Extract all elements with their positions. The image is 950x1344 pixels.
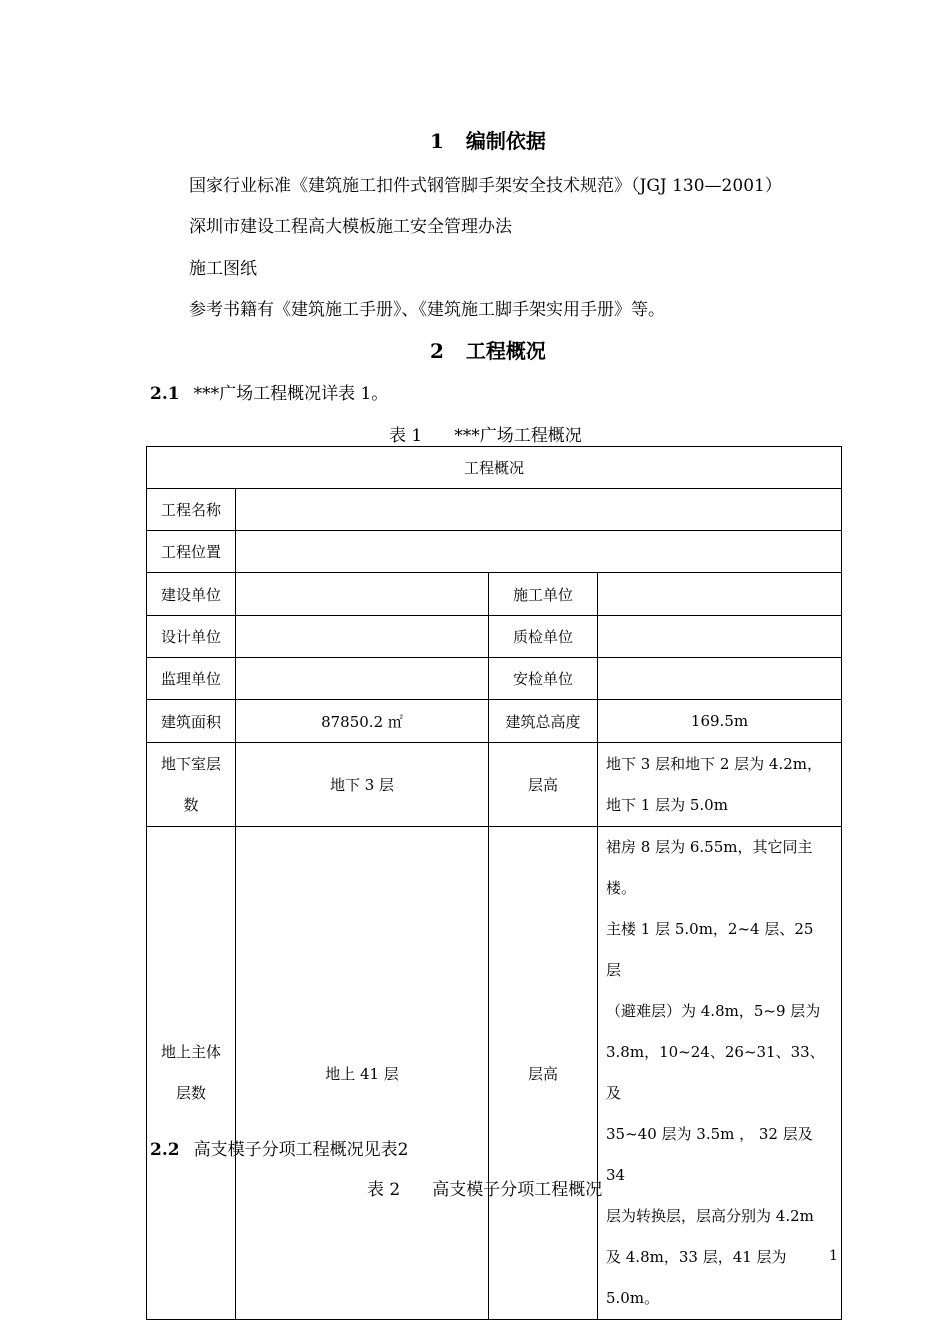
table-1-caption: [389, 421, 582, 446]
row-label-safety: 安检单位: [489, 658, 598, 700]
basis-item-3: 施工图纸: [189, 259, 257, 279]
basis-item-1: 国家行业标准《建筑施工扣件式钢管脚手架安全技术规范》（JGJ 130—2001）: [189, 176, 782, 196]
row-label-build: 建设单位: [147, 573, 236, 616]
value-design: [236, 616, 489, 658]
section-1-title: 编制依据: [465, 129, 546, 153]
row-label-above-line-2: 层数: [175, 1084, 206, 1102]
row-label-name: 工程名称: [147, 489, 236, 531]
above-floor-height-line: （避难层）为 4.8m，5~9 层为: [606, 1002, 821, 1020]
row-label-quality: 质检单位: [489, 616, 598, 658]
value-safety: [598, 658, 842, 700]
row-label-basement-floor-height: 层高: [489, 743, 598, 827]
table-1-label: 表 1: [389, 426, 423, 446]
table-row: [147, 700, 842, 743]
value-location: [236, 531, 842, 573]
value-supervise: [236, 658, 489, 700]
row-label-above-floor-height: 层高: [489, 827, 598, 1320]
subsection-2-1-text: ***广场工程概况详表 1。: [193, 384, 389, 404]
value-quality: [598, 616, 842, 658]
table-row: [147, 489, 842, 531]
row-label-location: 工程位置: [147, 531, 236, 573]
section-2-number: 2: [430, 339, 444, 363]
section-2-heading: [430, 335, 546, 364]
row-label-construct: 施工单位: [489, 573, 598, 616]
row-label-basement-line-2: 数: [183, 795, 199, 814]
above-floor-height-line: 及 4.8m，33 层，41 层为 5.0m。: [606, 1248, 787, 1307]
value-basement-floor-height: [598, 743, 842, 827]
basement-floor-height-line-2: 地下 1 层为 5.0m: [606, 795, 728, 814]
table-row: [147, 743, 842, 827]
value-build: [236, 573, 489, 616]
table-1-title: ***广场工程概况: [454, 426, 582, 446]
row-label-basement: [147, 743, 236, 827]
value-construct: [598, 573, 842, 616]
table-row: [147, 827, 842, 1320]
above-floor-height-line: 主楼 1 层 5.0m，2~4 层、25 层: [606, 920, 814, 979]
table-row: [147, 447, 842, 489]
basis-item-2: 深圳市建设工程高大模板施工安全管理办法: [189, 217, 512, 237]
table-header: 工程概况: [147, 447, 842, 489]
table-row: [147, 531, 842, 573]
section-1-number: 1: [430, 129, 444, 153]
row-label-area: 建筑面积: [147, 700, 236, 743]
value-basement: 地下 3 层: [236, 743, 489, 827]
value-above-floor-height: [598, 827, 842, 1320]
row-label-above-ground: [147, 827, 236, 1320]
row-label-height: 建筑总高度: [489, 700, 598, 743]
value-above-ground: 地上 41 层: [236, 827, 489, 1320]
above-floor-height-line: 35~40 层为 3.5m ， 32 层及 34: [606, 1125, 813, 1184]
basis-item-4: 参考书籍有《建筑施工手册》、《建筑施工脚手架实用手册》等。: [189, 300, 665, 320]
value-name: [236, 489, 842, 531]
basement-floor-height-line-1: 地下 3 层和地下 2 层为 4.2m，: [606, 754, 823, 773]
subsection-2-2-text: 高支模子分项工程概况见表2: [193, 1140, 409, 1160]
subsection-2-2-number: 2.2: [150, 1140, 180, 1160]
subsection-2-2: [150, 1135, 408, 1160]
table-row: [147, 616, 842, 658]
value-height: 169.5m: [598, 700, 842, 743]
subsection-2-1: [150, 379, 388, 404]
subsection-2-1-number: 2.1: [150, 384, 180, 404]
above-floor-height-line: 层为转换层，层高分别为 4.2m: [606, 1207, 814, 1225]
row-label-basement-line-1: 地下室层: [160, 754, 221, 773]
table-row: [147, 658, 842, 700]
row-label-supervise: 监理单位: [147, 658, 236, 700]
table-row: [147, 573, 842, 616]
table-2-title: 高支模子分项工程概况: [432, 1180, 603, 1200]
above-floor-height-line: 3.8m，10~24、26~31、33、及: [606, 1043, 825, 1102]
row-label-above-line-1: 地上主体: [160, 1043, 221, 1061]
table-2-label: 表 2: [367, 1180, 401, 1200]
section-2-title: 工程概况: [465, 339, 546, 363]
above-floor-height-line: 裙房 8 层为 6.55m，其它同主楼。: [606, 838, 813, 897]
section-1-heading: [430, 125, 546, 154]
row-label-design: 设计单位: [147, 616, 236, 658]
value-area: 87850.2 ㎡: [236, 700, 489, 743]
table-2-caption: [367, 1175, 602, 1200]
page-number: 1: [829, 1248, 838, 1264]
